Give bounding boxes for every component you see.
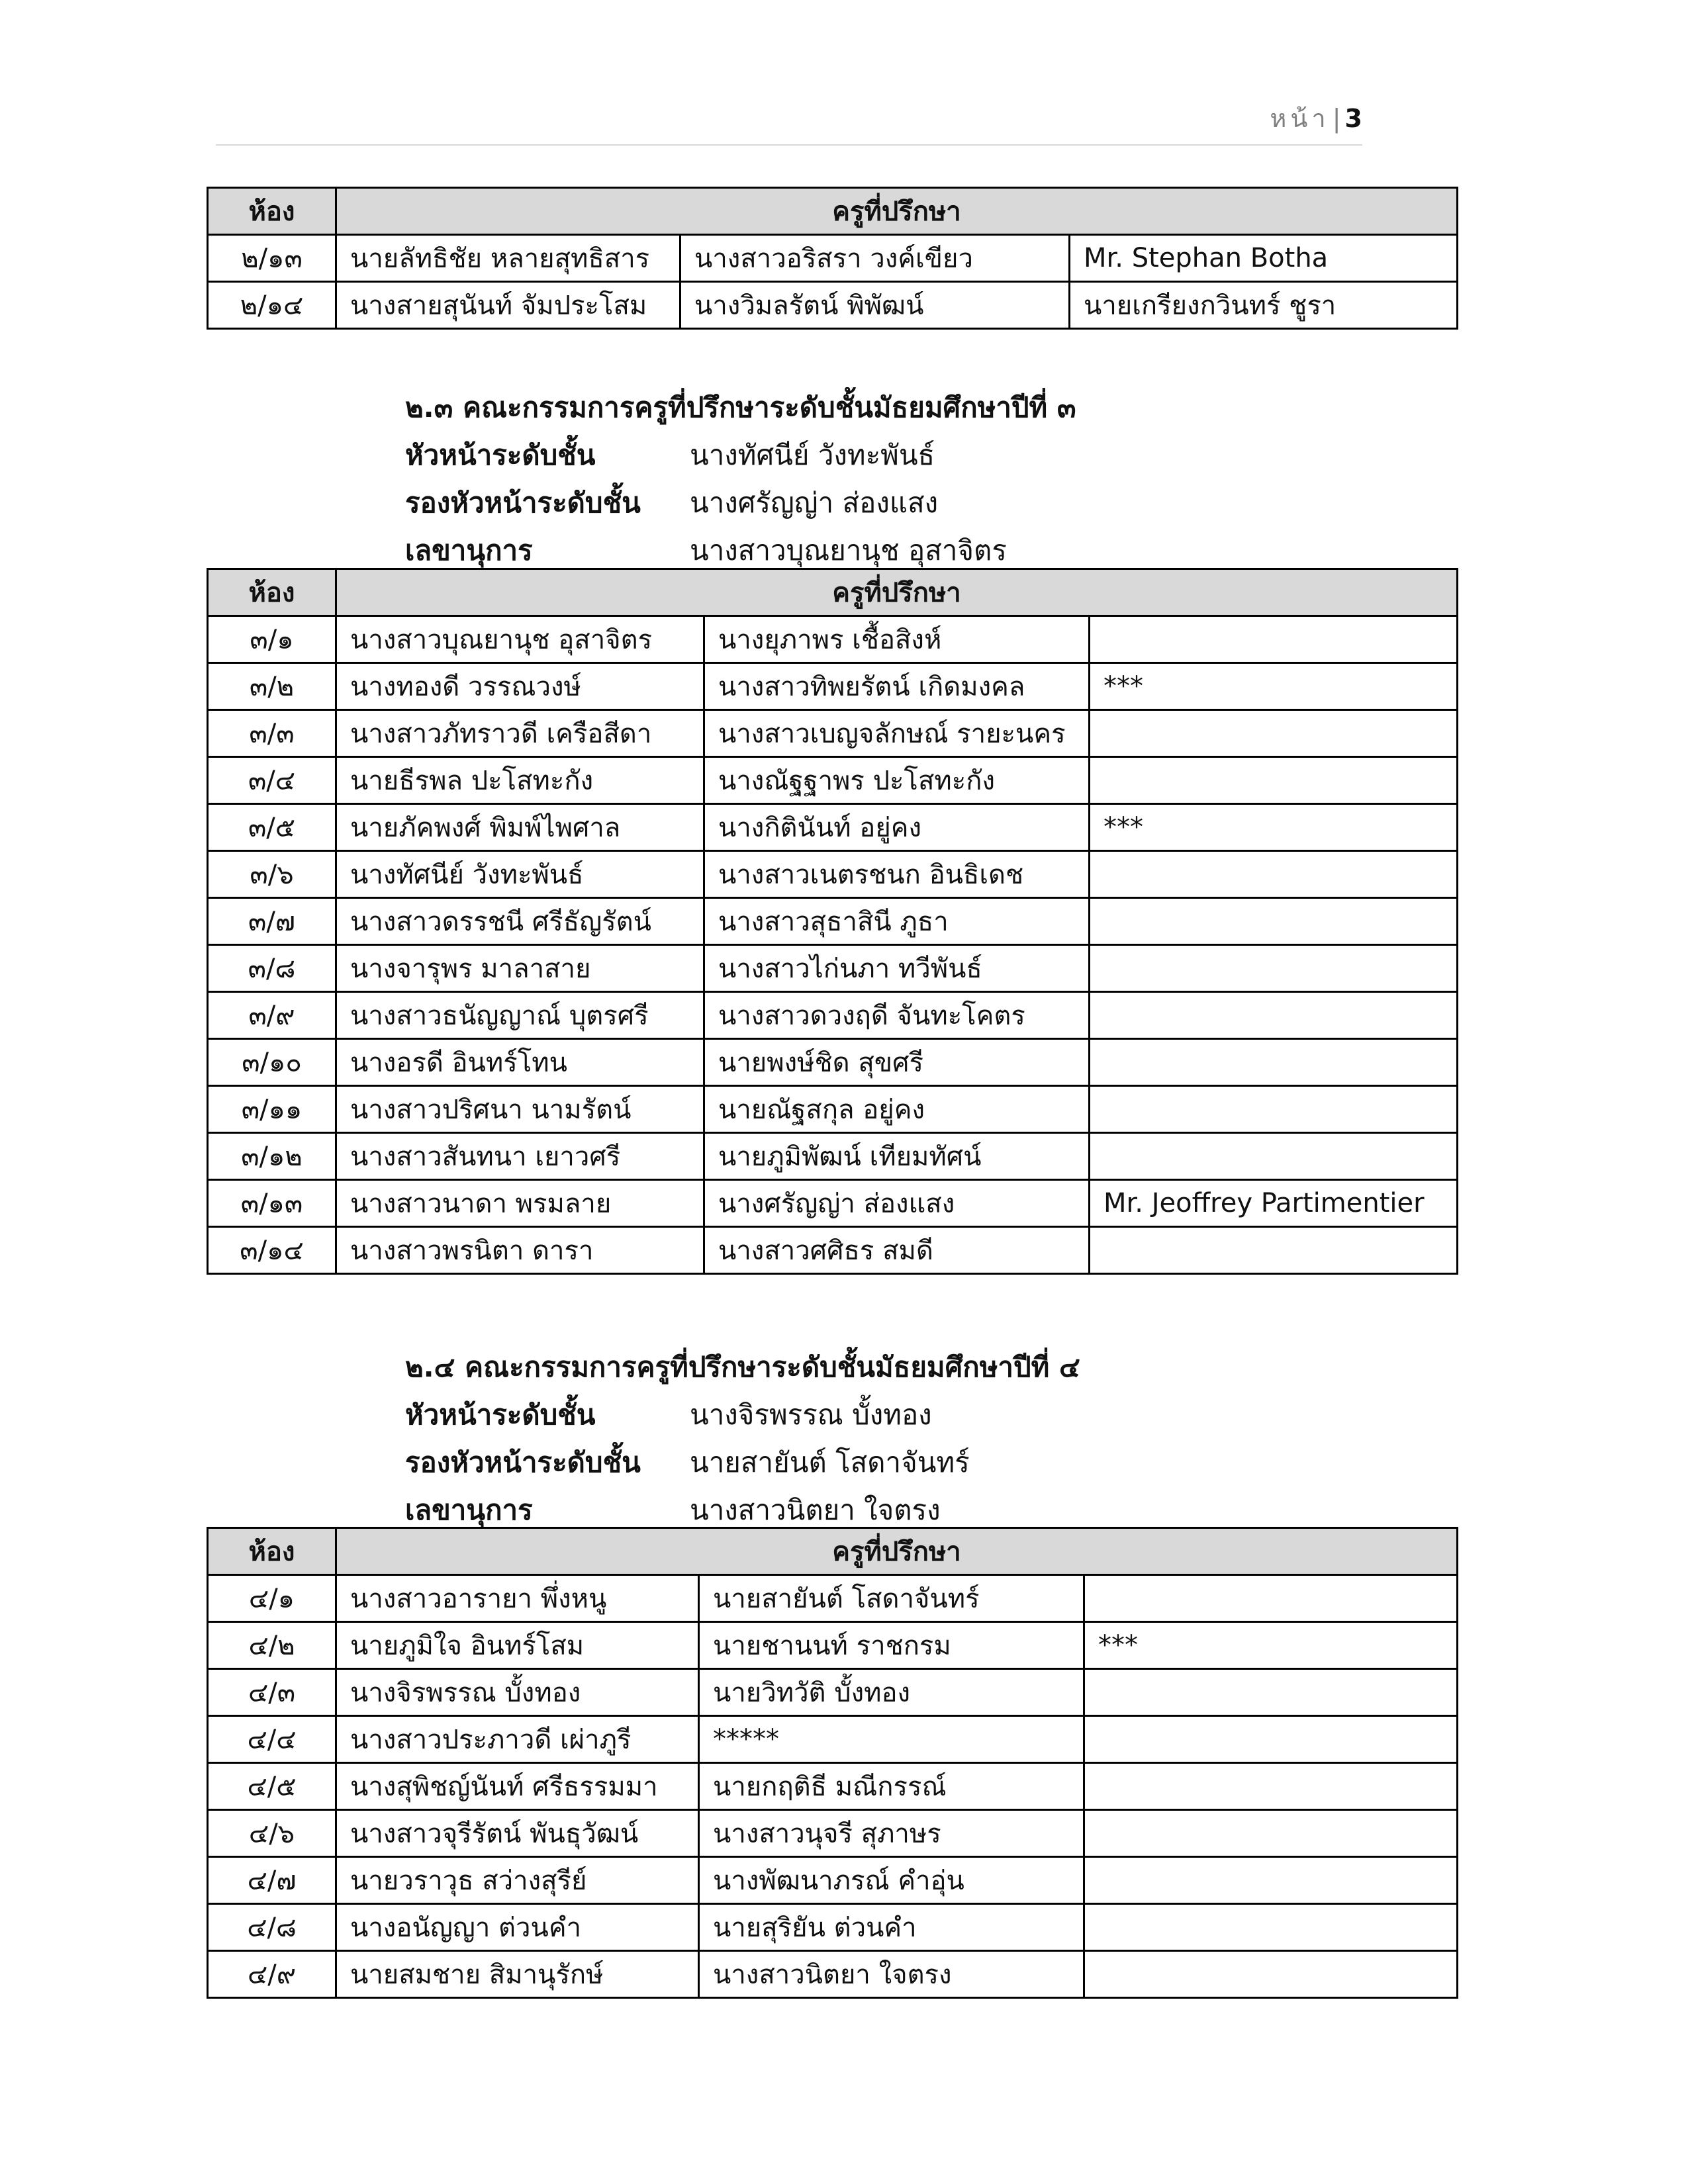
section-2-4 xyxy=(405,1343,1080,1534)
table-row xyxy=(208,1857,1458,1904)
room-cell: ๔/๑ xyxy=(208,1575,336,1622)
table-row xyxy=(208,710,1458,757)
advisor-1-cell: นางสาวอารายา พึ่งหนู xyxy=(336,1575,699,1622)
advisor-2-cell: นางสาวเนตรชนก อินธิเดช xyxy=(704,851,1090,898)
advisor-2-cell: นายณัฐสกุล อยู่คง xyxy=(704,1086,1090,1133)
advisor-1-cell: นางสาวประภาวดี เผ่าภูรี xyxy=(336,1716,699,1763)
advisor-2-cell: นางสาวศศิธร สมดี xyxy=(704,1227,1090,1274)
advisor-2-cell: นายชานนท์ ราชกรม xyxy=(699,1622,1084,1669)
room-cell: ๔/๕ xyxy=(208,1763,336,1810)
advisor-3-cell xyxy=(1084,1763,1458,1810)
section-2-3 xyxy=(405,384,1076,574)
room-cell: ๓/๗ xyxy=(208,898,336,945)
room-cell: ๓/๕ xyxy=(208,804,336,851)
advisor-2-cell: นางศรัญญ่า ส่องแสง xyxy=(704,1180,1090,1227)
head-value: นางทัศนีย์ วังทะพันธ์ xyxy=(690,439,935,471)
room-header: ห้อง xyxy=(208,188,336,235)
advisor-1-cell: นางสายสุนันท์ จัมประโสม xyxy=(336,282,680,329)
advisor-3-cell xyxy=(1090,616,1458,663)
table-header-row xyxy=(208,569,1458,616)
advisor-1-cell: นายภัคพงศ์ พิมพ์ไพศาล xyxy=(336,804,704,851)
deputy-label: รองหัวหน้าระดับชั้น xyxy=(405,486,641,519)
advisor-3-cell xyxy=(1084,1857,1458,1904)
advisor-3-cell xyxy=(1090,1133,1458,1180)
advisor-3-cell xyxy=(1084,1951,1458,1998)
table-body xyxy=(208,1575,1458,1998)
advisor-2-cell: นายวิทวัติ บั้งทอง xyxy=(699,1669,1084,1716)
room-cell: ๔/๙ xyxy=(208,1951,336,1998)
room-cell: ๓/๙ xyxy=(208,992,336,1039)
table-row xyxy=(208,1575,1458,1622)
table-row xyxy=(208,616,1458,663)
head-row xyxy=(405,432,1076,479)
advisor-1-cell: นางสาวบุณยานุช อุสาจิตร xyxy=(336,616,704,663)
advisors-header: ครูที่ปรึกษา xyxy=(336,1528,1458,1575)
advisor-3-cell xyxy=(1084,1810,1458,1857)
advisor-1-cell: นางทองดี วรรณวงษ์ xyxy=(336,663,704,710)
room-cell: ๓/๑๒ xyxy=(208,1133,336,1180)
page-number-value: 3 xyxy=(1344,104,1362,133)
advisor-3-cell xyxy=(1090,757,1458,804)
head-label: หัวหน้าระดับชั้น xyxy=(405,439,596,471)
advisor-2-cell: นางวิมลรัตน์ พิพัฒน์ xyxy=(680,282,1070,329)
advisor-3-cell: นายเกรียงกวินทร์ ชูรา xyxy=(1070,282,1458,329)
advisor-2-cell: นางสาวทิพยรัตน์ เกิดมงคล xyxy=(704,663,1090,710)
advisor-2-cell: นางสาวนิตยา ใจตรง xyxy=(699,1951,1084,1998)
deputy-label: รองหัวหน้าระดับชั้น xyxy=(405,1446,641,1479)
advisor-1-cell: นางจารุพร มาลาสาย xyxy=(336,945,704,992)
table-body xyxy=(208,616,1458,1274)
room-cell: ๓/๘ xyxy=(208,945,336,992)
advisor-1-cell: นางสุพิชญ์นันท์ ศรีธรรมมา xyxy=(336,1763,699,1810)
room-cell: ๔/๓ xyxy=(208,1669,336,1716)
advisor-1-cell: นายลัทธิชัย หลายสุทธิสาร xyxy=(336,235,680,282)
advisor-2-cell: นางสาวเบญจลักษณ์ รายะนคร xyxy=(704,710,1090,757)
room-cell: ๓/๑ xyxy=(208,616,336,663)
table-row xyxy=(208,804,1458,851)
advisor-1-cell: นางสาวจุรีรัตน์ พันธุวัฒน์ xyxy=(336,1810,699,1857)
advisor-3-cell xyxy=(1084,1716,1458,1763)
table-row xyxy=(208,1716,1458,1763)
table-row xyxy=(208,235,1458,282)
advisor-3-cell xyxy=(1084,1669,1458,1716)
room-cell: ๓/๑๑ xyxy=(208,1086,336,1133)
head-value: นางจิรพรรณ บั้งทอง xyxy=(690,1398,932,1431)
table-row xyxy=(208,1086,1458,1133)
advisor-2-cell: นางสาวสุธาสินี ภูธา xyxy=(704,898,1090,945)
room-cell: ๓/๒ xyxy=(208,663,336,710)
table-body xyxy=(208,235,1458,329)
room-cell: ๓/๑๔ xyxy=(208,1227,336,1274)
advisor-table-grade4 xyxy=(207,1527,1458,1999)
room-cell: ๒/๑๓ xyxy=(208,235,336,282)
advisor-2-cell: นางกิตินันท์ อยู่คง xyxy=(704,804,1090,851)
section-title: ๒.๓ คณะกรรมการครูที่ปรึกษาระดับชั้นมัธยมศึกษาปีที่ ๓ xyxy=(405,391,1076,424)
room-header: ห้อง xyxy=(208,569,336,616)
advisor-1-cell: นายภูมิใจ อินทร์โสม xyxy=(336,1622,699,1669)
advisor-3-cell xyxy=(1090,992,1458,1039)
room-cell: ๓/๖ xyxy=(208,851,336,898)
table-row xyxy=(208,663,1458,710)
secretary-label: เลขานุการ xyxy=(405,1494,533,1526)
room-cell: ๓/๓ xyxy=(208,710,336,757)
table-row xyxy=(208,1133,1458,1180)
room-cell: ๔/๗ xyxy=(208,1857,336,1904)
advisor-1-cell: นางอรดี อินทร์โทน xyxy=(336,1039,704,1086)
advisor-2-cell: นายพงษ์ชิด สุขศรี xyxy=(704,1039,1090,1086)
table-row xyxy=(208,1904,1458,1951)
advisor-1-cell: นางสาวนาดา พรมลาย xyxy=(336,1180,704,1227)
advisor-2-cell: นางสาวนุจรี สุภาษร xyxy=(699,1810,1084,1857)
advisor-2-cell: นายกฤติธี มณีกรรณ์ xyxy=(699,1763,1084,1810)
advisor-3-cell: *** xyxy=(1090,663,1458,710)
table-row xyxy=(208,1669,1458,1716)
advisor-3-cell xyxy=(1090,851,1458,898)
table-row xyxy=(208,1763,1458,1810)
table-row xyxy=(208,992,1458,1039)
secretary-label: เลขานุการ xyxy=(405,534,533,567)
advisor-3-cell xyxy=(1090,898,1458,945)
advisor-2-cell: นายสุริยัน ต่วนคำ xyxy=(699,1904,1084,1951)
advisor-3-cell xyxy=(1090,945,1458,992)
room-cell: ๔/๒ xyxy=(208,1622,336,1669)
advisor-2-cell: นางณัฐฐาพร ปะโสทะกัง xyxy=(704,757,1090,804)
advisors-header: ครูที่ปรึกษา xyxy=(336,569,1458,616)
advisor-2-cell: นางสาวไก่นภา ทวีพันธ์ xyxy=(704,945,1090,992)
table-row xyxy=(208,851,1458,898)
page-header xyxy=(216,91,1362,146)
advisor-1-cell: นางจิรพรรณ บั้งทอง xyxy=(336,1669,699,1716)
advisor-2-cell: นางพัฒนาภรณ์ คำอุ่น xyxy=(699,1857,1084,1904)
head-row xyxy=(405,1391,1080,1439)
advisor-2-cell: นางสาวดวงฤดี จันทะโคตร xyxy=(704,992,1090,1039)
advisor-table-grade3 xyxy=(207,568,1458,1275)
room-cell: ๓/๑๐ xyxy=(208,1039,336,1086)
table-row xyxy=(208,898,1458,945)
advisor-2-cell: นายภูมิพัฒน์ เทียมทัศน์ xyxy=(704,1133,1090,1180)
table-row xyxy=(208,1951,1458,1998)
advisor-1-cell: นางสาวภัทราวดี เครือสีดา xyxy=(336,710,704,757)
advisor-2-cell: นางยุภาพร เชื้อสิงห์ xyxy=(704,616,1090,663)
advisor-3-cell: *** xyxy=(1090,804,1458,851)
advisor-3-cell: Mr. Jeoffrey Partimentier xyxy=(1090,1180,1458,1227)
room-cell: ๔/๔ xyxy=(208,1716,336,1763)
table-row xyxy=(208,1810,1458,1857)
secretary-value: นางสาวบุณยานุช อุสาจิตร xyxy=(690,534,1007,567)
deputy-value: นายสายันต์ โสดาจันทร์ xyxy=(690,1446,970,1479)
table-row xyxy=(208,757,1458,804)
table-row xyxy=(208,1180,1458,1227)
advisor-3-cell: Mr. Stephan Botha xyxy=(1070,235,1458,282)
table-header-row xyxy=(208,1528,1458,1575)
advisor-3-cell: *** xyxy=(1084,1622,1458,1669)
advisor-1-cell: นางทัศนีย์ วังทะพันธ์ xyxy=(336,851,704,898)
page-label: หน้า xyxy=(1270,104,1330,133)
advisor-1-cell: นายสมชาย สิมานุรักษ์ xyxy=(336,1951,699,1998)
head-label: หัวหน้าระดับชั้น xyxy=(405,1398,596,1431)
advisor-1-cell: นางสาวดรรชนี ศรีธัญรัตน์ xyxy=(336,898,704,945)
advisor-1-cell: นายวราวุธ สว่างสุรีย์ xyxy=(336,1857,699,1904)
table-row xyxy=(208,945,1458,992)
room-header: ห้อง xyxy=(208,1528,336,1575)
room-cell: ๒/๑๔ xyxy=(208,282,336,329)
table-header-row xyxy=(208,188,1458,235)
room-cell: ๓/๔ xyxy=(208,757,336,804)
advisor-3-cell xyxy=(1090,1039,1458,1086)
advisor-3-cell xyxy=(1084,1575,1458,1622)
advisor-2-cell: นางสาวอริสรา วงค์เขียว xyxy=(680,235,1070,282)
advisor-2-cell: นายสายันต์ โสดาจันทร์ xyxy=(699,1575,1084,1622)
advisor-1-cell: นางสาวธนัญญาณ์ บุตรศรี xyxy=(336,992,704,1039)
advisor-1-cell: นางอนัญญา ต่วนคำ xyxy=(336,1904,699,1951)
table-row xyxy=(208,1039,1458,1086)
deputy-value: นางศรัญญ่า ส่องแสง xyxy=(690,486,939,519)
advisor-table-grade2 xyxy=(207,187,1458,330)
room-cell: ๔/๖ xyxy=(208,1810,336,1857)
page-number xyxy=(1270,98,1362,138)
advisor-3-cell xyxy=(1090,710,1458,757)
advisor-3-cell xyxy=(1084,1904,1458,1951)
deputy-row xyxy=(405,1439,1080,1486)
table-row xyxy=(208,1227,1458,1274)
table-row xyxy=(208,1622,1458,1669)
deputy-row xyxy=(405,479,1076,527)
room-cell: ๓/๑๓ xyxy=(208,1180,336,1227)
advisor-3-cell xyxy=(1090,1227,1458,1274)
page-separator: | xyxy=(1332,104,1341,133)
secretary-value: นางสาวนิตยา ใจตรง xyxy=(690,1494,941,1526)
advisor-3-cell xyxy=(1090,1086,1458,1133)
advisor-1-cell: นางสาวพรนิตา ดารา xyxy=(336,1227,704,1274)
section-title: ๒.๔ คณะกรรมการครูที่ปรึกษาระดับชั้นมัธยมศึกษาปีที่ ๔ xyxy=(405,1351,1080,1383)
room-cell: ๔/๘ xyxy=(208,1904,336,1951)
advisor-1-cell: นางสาวสันทนา เยาวศรี xyxy=(336,1133,704,1180)
advisor-1-cell: นางสาวปริศนา นามรัตน์ xyxy=(336,1086,704,1133)
advisor-1-cell: นายธีรพล ปะโสทะกัง xyxy=(336,757,704,804)
advisor-2-cell: ***** xyxy=(699,1716,1084,1763)
table-row xyxy=(208,282,1458,329)
advisors-header: ครูที่ปรึกษา xyxy=(336,188,1458,235)
